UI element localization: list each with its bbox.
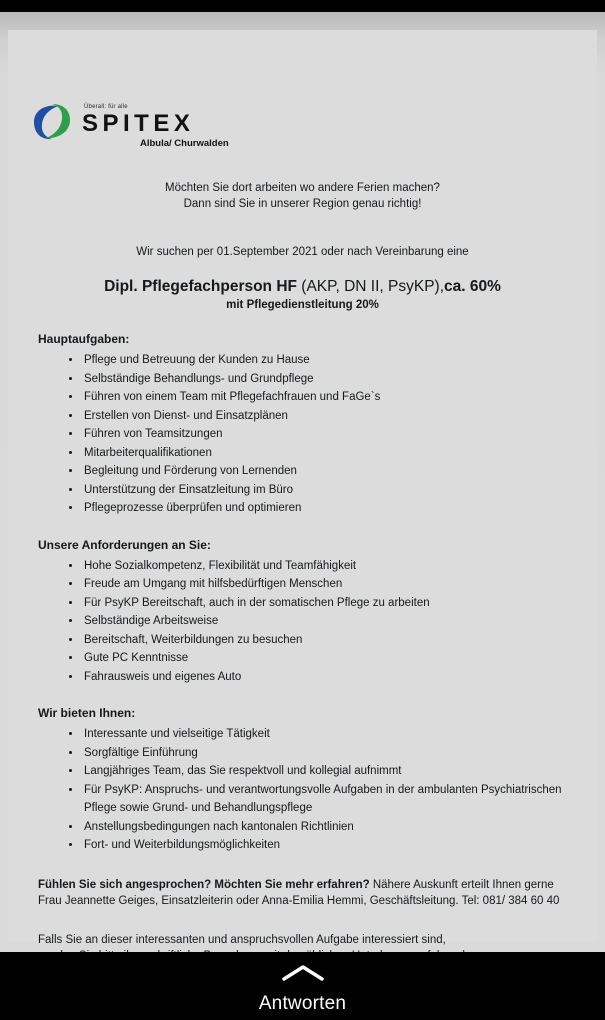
- list-item: • Gute PC Kenntnisse: [82, 649, 597, 668]
- job-title-strong: Dipl. Pflegefachperson HF: [104, 278, 297, 295]
- top-black-bar: [0, 0, 605, 12]
- section-heading: Unsere Anforderungen an Sie:: [38, 537, 211, 552]
- job-title-percentage: ca. 60%: [444, 278, 501, 295]
- job-title-line: [8, 277, 597, 296]
- bullet-list: [38, 725, 597, 855]
- reply-label[interactable]: Antworten: [258, 993, 347, 1014]
- chevron-up-icon[interactable]: [281, 964, 325, 982]
- logo-name: SPITEX: [82, 110, 195, 137]
- section-hauptaufgaben: [8, 332, 597, 518]
- list-item: • Sorgfältige Einführung: [82, 744, 597, 763]
- list-item: • Fahrausweis und eigenes Auto: [82, 668, 597, 687]
- spitex-logo-mark-icon: [30, 102, 74, 142]
- spitex-logo: [30, 88, 290, 158]
- list-item: • Interessante und vielseitige Tätigkeit: [82, 725, 597, 744]
- list-item: • Hohe Sozialkompetenz, Flexibilität und Teamfähigkeit: [82, 557, 597, 576]
- lead-line-1: Möchten Sie dort arbeiten wo andere Ferien machen?: [165, 182, 440, 194]
- list-item: • Langjähriges Team, das Sie respektvoll und kollegial aufnimmt: [82, 762, 597, 781]
- section-anforderungen: [8, 538, 597, 687]
- list-item: • Selbständige Behandlungs- und Grundpflege: [82, 370, 597, 389]
- list-item: • Für PsyKP: Anspruchs- und verantwortungsvolle Aufgaben in der ambulanten Psychiatrischen Pflege sowie Grund- und Behandlungspflege: [82, 781, 597, 818]
- spitex-logo-text: [82, 88, 282, 149]
- list-item: • Führen von einem Team mit Pflegefachfrauen und FaGe`s: [82, 388, 597, 407]
- list-item: • Pflegeprozesse überprüfen und optimieren: [82, 499, 597, 518]
- list-item: • Unterstützung der Einsatzleitung im Büro: [82, 481, 597, 500]
- list-item: • Selbständige Arbeitsweise: [82, 612, 597, 631]
- section-wir-bieten: [8, 706, 597, 855]
- list-item: • Bereitschaft, Weiterbildungen zu besuchen: [82, 631, 597, 650]
- bullet-list: [38, 557, 597, 687]
- list-item: • Anstellungsbedingungen nach kantonalen Richtlinien: [82, 818, 597, 837]
- document-viewport[interactable]: [0, 12, 605, 952]
- contact-bold-lead: Fühlen Sie sich angesprochen? Möchten Sie mehr erfahren?: [38, 878, 370, 891]
- section-heading: Hauptaufgaben:: [38, 332, 130, 346]
- list-item: • Mitarbeiterqualifikationen: [82, 444, 597, 463]
- contact-paragraph: [8, 877, 597, 910]
- reply-bar[interactable]: [0, 952, 605, 1020]
- section-heading: Wir bieten Ihnen:: [38, 706, 136, 720]
- list-item: • Pflege und Betreuung der Kunden zu Hause: [82, 351, 597, 370]
- list-item: • Fort- und Weiterbildungsmöglichkeiten: [82, 836, 597, 855]
- job-advert-page: [8, 30, 597, 946]
- list-item: • Begleitung und Förderung von Lernenden: [82, 462, 597, 481]
- contact-rest: Nähere Auskunft erteilt Ihnen gerne Frau Jeannette Geiges, Einsatzleiterin oder Anna-Emilia Hemmi, Geschäftsleitung. Tel: 081/ 384 60 40: [38, 878, 560, 907]
- list-item: • Freude am Umgang mit hilfsbedürftigen Menschen: [82, 575, 597, 594]
- bullet-list: [38, 351, 597, 518]
- logo-claim: Überall: für alle: [84, 104, 128, 110]
- logo-region: Albula/ Churwalden: [140, 138, 229, 149]
- list-item: • Erstellen von Dienst- und Einsatzplänen: [82, 407, 597, 426]
- search-line: Wir suchen per 01.September 2021 oder nach Vereinbarung eine: [136, 246, 469, 258]
- job-subtitle: mit Pflegedienstleitung 20%: [226, 299, 379, 311]
- lead-line-2: Dann sind Sie in unserer Region genau richtig!: [183, 198, 422, 210]
- application-line-1: Falls Sie an dieser interessanten und anspruchsvollen Aufgabe interessiert sind,: [38, 933, 446, 946]
- list-item: • Führen von Teamsitzungen: [82, 425, 597, 444]
- list-item: • Für PsyKP Bereitschaft, auch in der somatischen Pflege zu arbeiten: [82, 594, 597, 613]
- job-title-rest: (AKP, DN II, PsyKP),: [297, 278, 445, 295]
- advert-body: [8, 180, 597, 998]
